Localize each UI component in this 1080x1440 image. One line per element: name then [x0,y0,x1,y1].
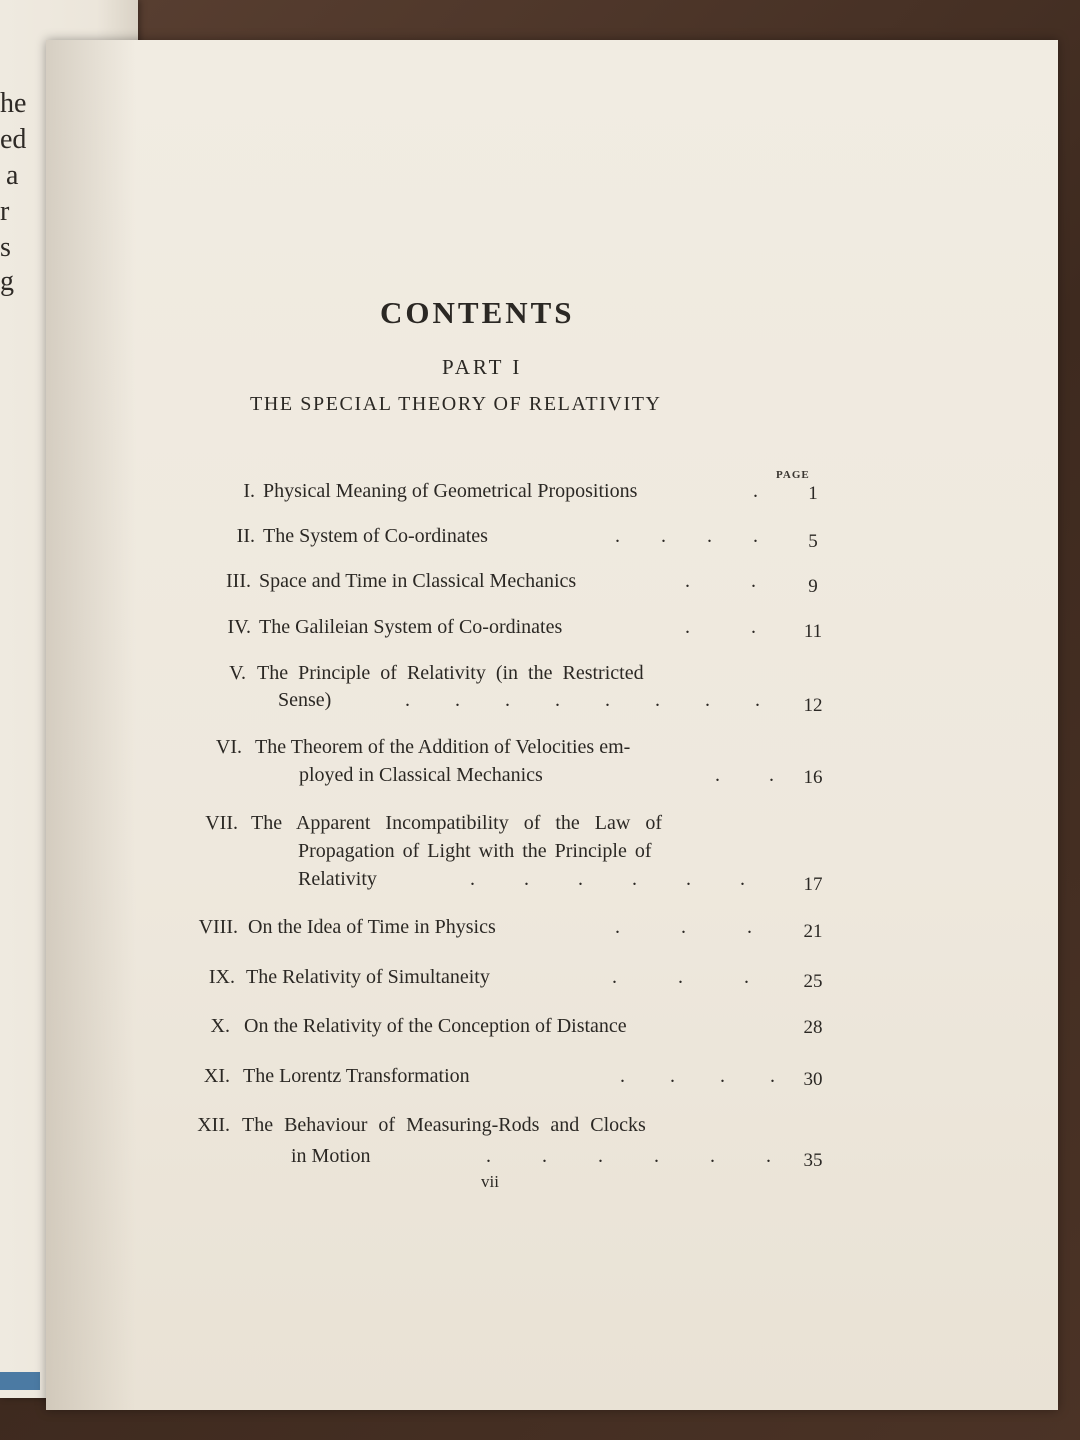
left-page-text-fragment: he [0,88,27,119]
chapter-numeral: VI. [215,736,242,758]
chapter-numeral: III. [226,570,251,592]
page-gutter-shadow [46,40,136,1410]
chapter-title-line: The Relativity of Simultaneity [246,966,490,988]
chapter-title-line: The Apparent Incompatibility of the Law of [251,812,663,834]
page-number: 21 [803,921,823,942]
page-number: 11 [803,621,823,642]
chapter-numeral: II. [236,525,255,547]
left-page-text-fragment: a [6,160,19,191]
chapter-title-line: Physical Meaning of Geometrical Propositions [263,480,638,502]
page-number: 35 [803,1150,823,1171]
chapter-numeral: XI. [203,1065,230,1087]
dot-leader: . . . [615,916,752,938]
chapter-title-line: The Principle of Relativity (in the Restricted [257,662,644,684]
chapter-title-line: The System of Co-ordinates [263,525,488,547]
dot-leader: . . [685,570,756,592]
page-number: 17 [803,874,823,895]
chapter-title-line: The Lorentz Transformation [243,1065,470,1087]
part-heading: PART I [442,355,523,379]
chapter-numeral: V. [229,662,246,684]
contents-page [46,40,1058,1410]
chapter-title-line: Space and Time in Classical Mechanics [259,570,577,592]
page-number: 12 [803,695,823,716]
page-number: 9 [808,576,818,597]
dot-leader: . . [715,764,774,786]
chapter-title-line: The Galileian System of Co-ordinates [259,616,563,638]
page-number: 25 [803,971,823,992]
page-number: 5 [808,531,818,552]
page-number: 28 [803,1017,823,1038]
dot-leader: . . . . [615,525,758,547]
chapter-title-line: On the Idea of Time in Physics [248,916,496,938]
chapter-numeral: I. [243,480,255,502]
dot-leader: . . . [612,966,749,988]
page-column-label: PAGE [776,469,810,481]
page-number: 16 [803,767,823,788]
part-title: THE SPECIAL THEORY OF RELATIVITY [250,393,662,415]
chapter-title-line: Sense) [278,689,332,711]
chapter-title-line: The Behaviour of Measuring-Rods and Clocks [242,1114,646,1136]
left-page-text-fragment: r [0,196,10,227]
dot-leader: . . . . . . [470,868,745,890]
chapter-title-line: ployed in Classical Mechanics [299,764,543,786]
left-page-text-fragment: g [0,266,14,297]
chapter-numeral: IX. [208,966,235,988]
chapter-title-line: On the Relativity of the Conception of Distance [244,1015,627,1037]
chapter-title-line: in Motion [291,1145,371,1167]
left-page-text-fragment: ed [0,124,27,155]
page-number: 30 [803,1069,823,1090]
dot-leader: . . . . [620,1065,775,1087]
chapter-title-line: Relativity [298,868,377,890]
dot-leader: . . . . . . . . [405,689,760,711]
folio-page-number: vii [481,1172,499,1191]
chapter-numeral: IV. [227,616,251,638]
chapter-numeral: VII. [205,812,238,834]
chapter-numeral: XII. [197,1114,230,1136]
chapter-title-line: Propagation of Light with the Principle of [298,840,652,862]
dot-leader: . . [685,616,756,638]
dot-leader: . . . . . . [486,1145,771,1167]
book-cover-edge [0,1372,40,1390]
page-number: 1 [808,483,818,504]
dot-leader: . [753,480,758,502]
contents-heading: CONTENTS [380,295,575,330]
left-page-text-fragment: s [0,232,11,263]
chapter-title-line: The Theorem of the Addition of Velocities em- [255,736,631,758]
chapter-numeral: VIII. [198,916,238,938]
chapter-numeral: X. [210,1015,230,1037]
